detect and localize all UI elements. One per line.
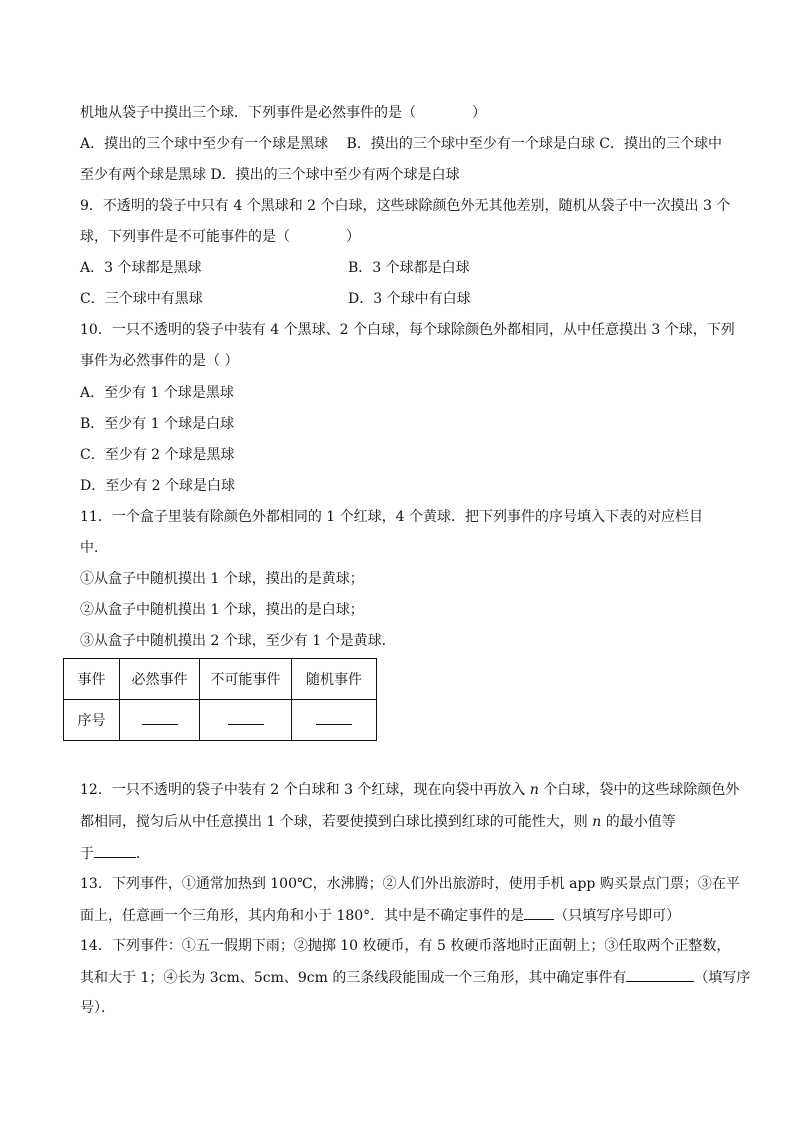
q8-options-line-1: A．摸出的三个球中至少有一个球是黑球 B．摸出的三个球中至少有一个球是白球 C．摸出的三个球中 bbox=[80, 136, 723, 152]
q14-stem-line-1: 14．下列事件：①五一假期下雨；②抛掷 10 枚硬币，有 5 枚硬币落地时正面朝上；③任取两个正整数， bbox=[80, 938, 731, 954]
variable-n: n bbox=[529, 782, 539, 798]
q14-stem-line-3: 号）． bbox=[80, 1000, 115, 1016]
q13-answer-blank[interactable] bbox=[524, 905, 554, 920]
q13-stem-line-1: 13．下列事件，①通常加热到 100℃，水沸腾；②人们外出旅游时，使用手机 app 购买景点门票；③在平 bbox=[80, 876, 740, 892]
q10-option-c: C．至少有 2 个球是黑球 bbox=[80, 447, 235, 463]
q12-text: 个白球，袋中的这些球除颜色外 bbox=[538, 782, 740, 798]
q10-option-a: A．至少有 1 个球是黑球 bbox=[80, 385, 234, 401]
q10-option-b: B．至少有 1 个球是白球 bbox=[80, 416, 235, 432]
q12-text: 于 bbox=[80, 846, 94, 862]
q9-option-a: A．3 个球都是黑球 bbox=[80, 260, 202, 276]
q12-text: ． bbox=[136, 846, 150, 862]
q14-text: （填写序 bbox=[694, 970, 751, 986]
table-header-cell: 事件 bbox=[64, 659, 120, 700]
table-header-cell: 随机事件 bbox=[292, 659, 377, 700]
q12-stem-line-3 bbox=[80, 843, 150, 864]
answer-blank-impossible[interactable] bbox=[200, 700, 292, 741]
answer-blank-random[interactable] bbox=[292, 700, 377, 741]
q13-text: （只填写序号即可） bbox=[554, 908, 681, 924]
table-row-label: 序号 bbox=[64, 700, 120, 741]
q12-stem-line-1 bbox=[80, 780, 739, 800]
table-header-cell: 必然事件 bbox=[120, 659, 200, 700]
q11-stem-line-1: 11．一个盒子里装有除颜色外都相同的 1 个红球，4 个黄球．把下列事件的序号填入下表的对应栏目 bbox=[80, 509, 703, 525]
q10-stem-line-2: 事件为必然事件的是（ ） bbox=[80, 353, 239, 369]
q12-answer-blank[interactable] bbox=[94, 843, 136, 858]
q9-option-c: C．三个球中有黑球 bbox=[80, 291, 203, 307]
q11-event-2: ②从盒子中随机摸出 1 个球，摸出的是白球； bbox=[80, 602, 364, 618]
q8-options-line-2: 至少有两个球是黑球 D．摸出的三个球中至少有两个球是白球 bbox=[80, 167, 460, 183]
q10-option-d: D．至少有 2 个球是白球 bbox=[80, 478, 236, 494]
answer-blank-certain[interactable] bbox=[120, 700, 200, 741]
q12-text: 都相同，搅匀后从中任意摸出 1 个球，若要使摸到白球比摸到红球的可能性大，则 bbox=[80, 814, 593, 830]
q12-text: 的最小值等 bbox=[601, 814, 676, 830]
q12-text: 12．一只不透明的袋子中装有 2 个白球和 3 个红球，现在向袋中再放入 bbox=[80, 782, 530, 798]
q13-stem-line-2 bbox=[80, 905, 680, 926]
q12-stem-line-2 bbox=[80, 812, 676, 832]
q14-answer-blank[interactable] bbox=[626, 967, 694, 982]
event-classification-table bbox=[63, 658, 377, 741]
table-header-row bbox=[64, 659, 377, 700]
q8-stem-line: 机地从袋子中摸出三个球．下列事件是必然事件的是（ ） bbox=[80, 105, 486, 121]
q14-text: 其和大于 1；④长为 3cm、5cm、9cm 的三条线段能围成一个三角形，其中确定事件有 bbox=[80, 970, 627, 986]
q9-option-d: D．3 个球中有白球 bbox=[348, 291, 471, 307]
q9-stem-line-2: 球，下列事件是不可能事件的是（ ） bbox=[80, 229, 360, 245]
q11-stem-line-2: 中． bbox=[80, 540, 108, 556]
q13-text: 面上，任意画一个三角形，其内角和小于 180°．其中是不确定事件的是 bbox=[80, 908, 525, 924]
q14-stem-line-2 bbox=[80, 967, 750, 988]
q9-option-b: B．3 个球都是白球 bbox=[348, 260, 470, 276]
q9-stem-line-1: 9．不透明的袋子中只有 4 个黑球和 2 个白球，这些球除颜色外无其他差别，随机从袋子中一次摸出 3 个 bbox=[80, 198, 731, 214]
table-header-cell: 不可能事件 bbox=[200, 659, 292, 700]
q10-stem-line-1: 10．一只不透明的袋子中装有 4 个黑球、2 个白球，每个球除颜色外都相同，从中任意摸出 3 个球，下列 bbox=[80, 322, 735, 338]
variable-n: n bbox=[592, 814, 602, 830]
q11-event-1: ①从盒子中随机摸出 1 个球，摸出的是黄球； bbox=[80, 571, 364, 587]
table-answer-row bbox=[64, 700, 377, 741]
q11-event-3: ③从盒子中随机摸出 2 个球，至少有 1 个是黄球． bbox=[80, 633, 396, 649]
